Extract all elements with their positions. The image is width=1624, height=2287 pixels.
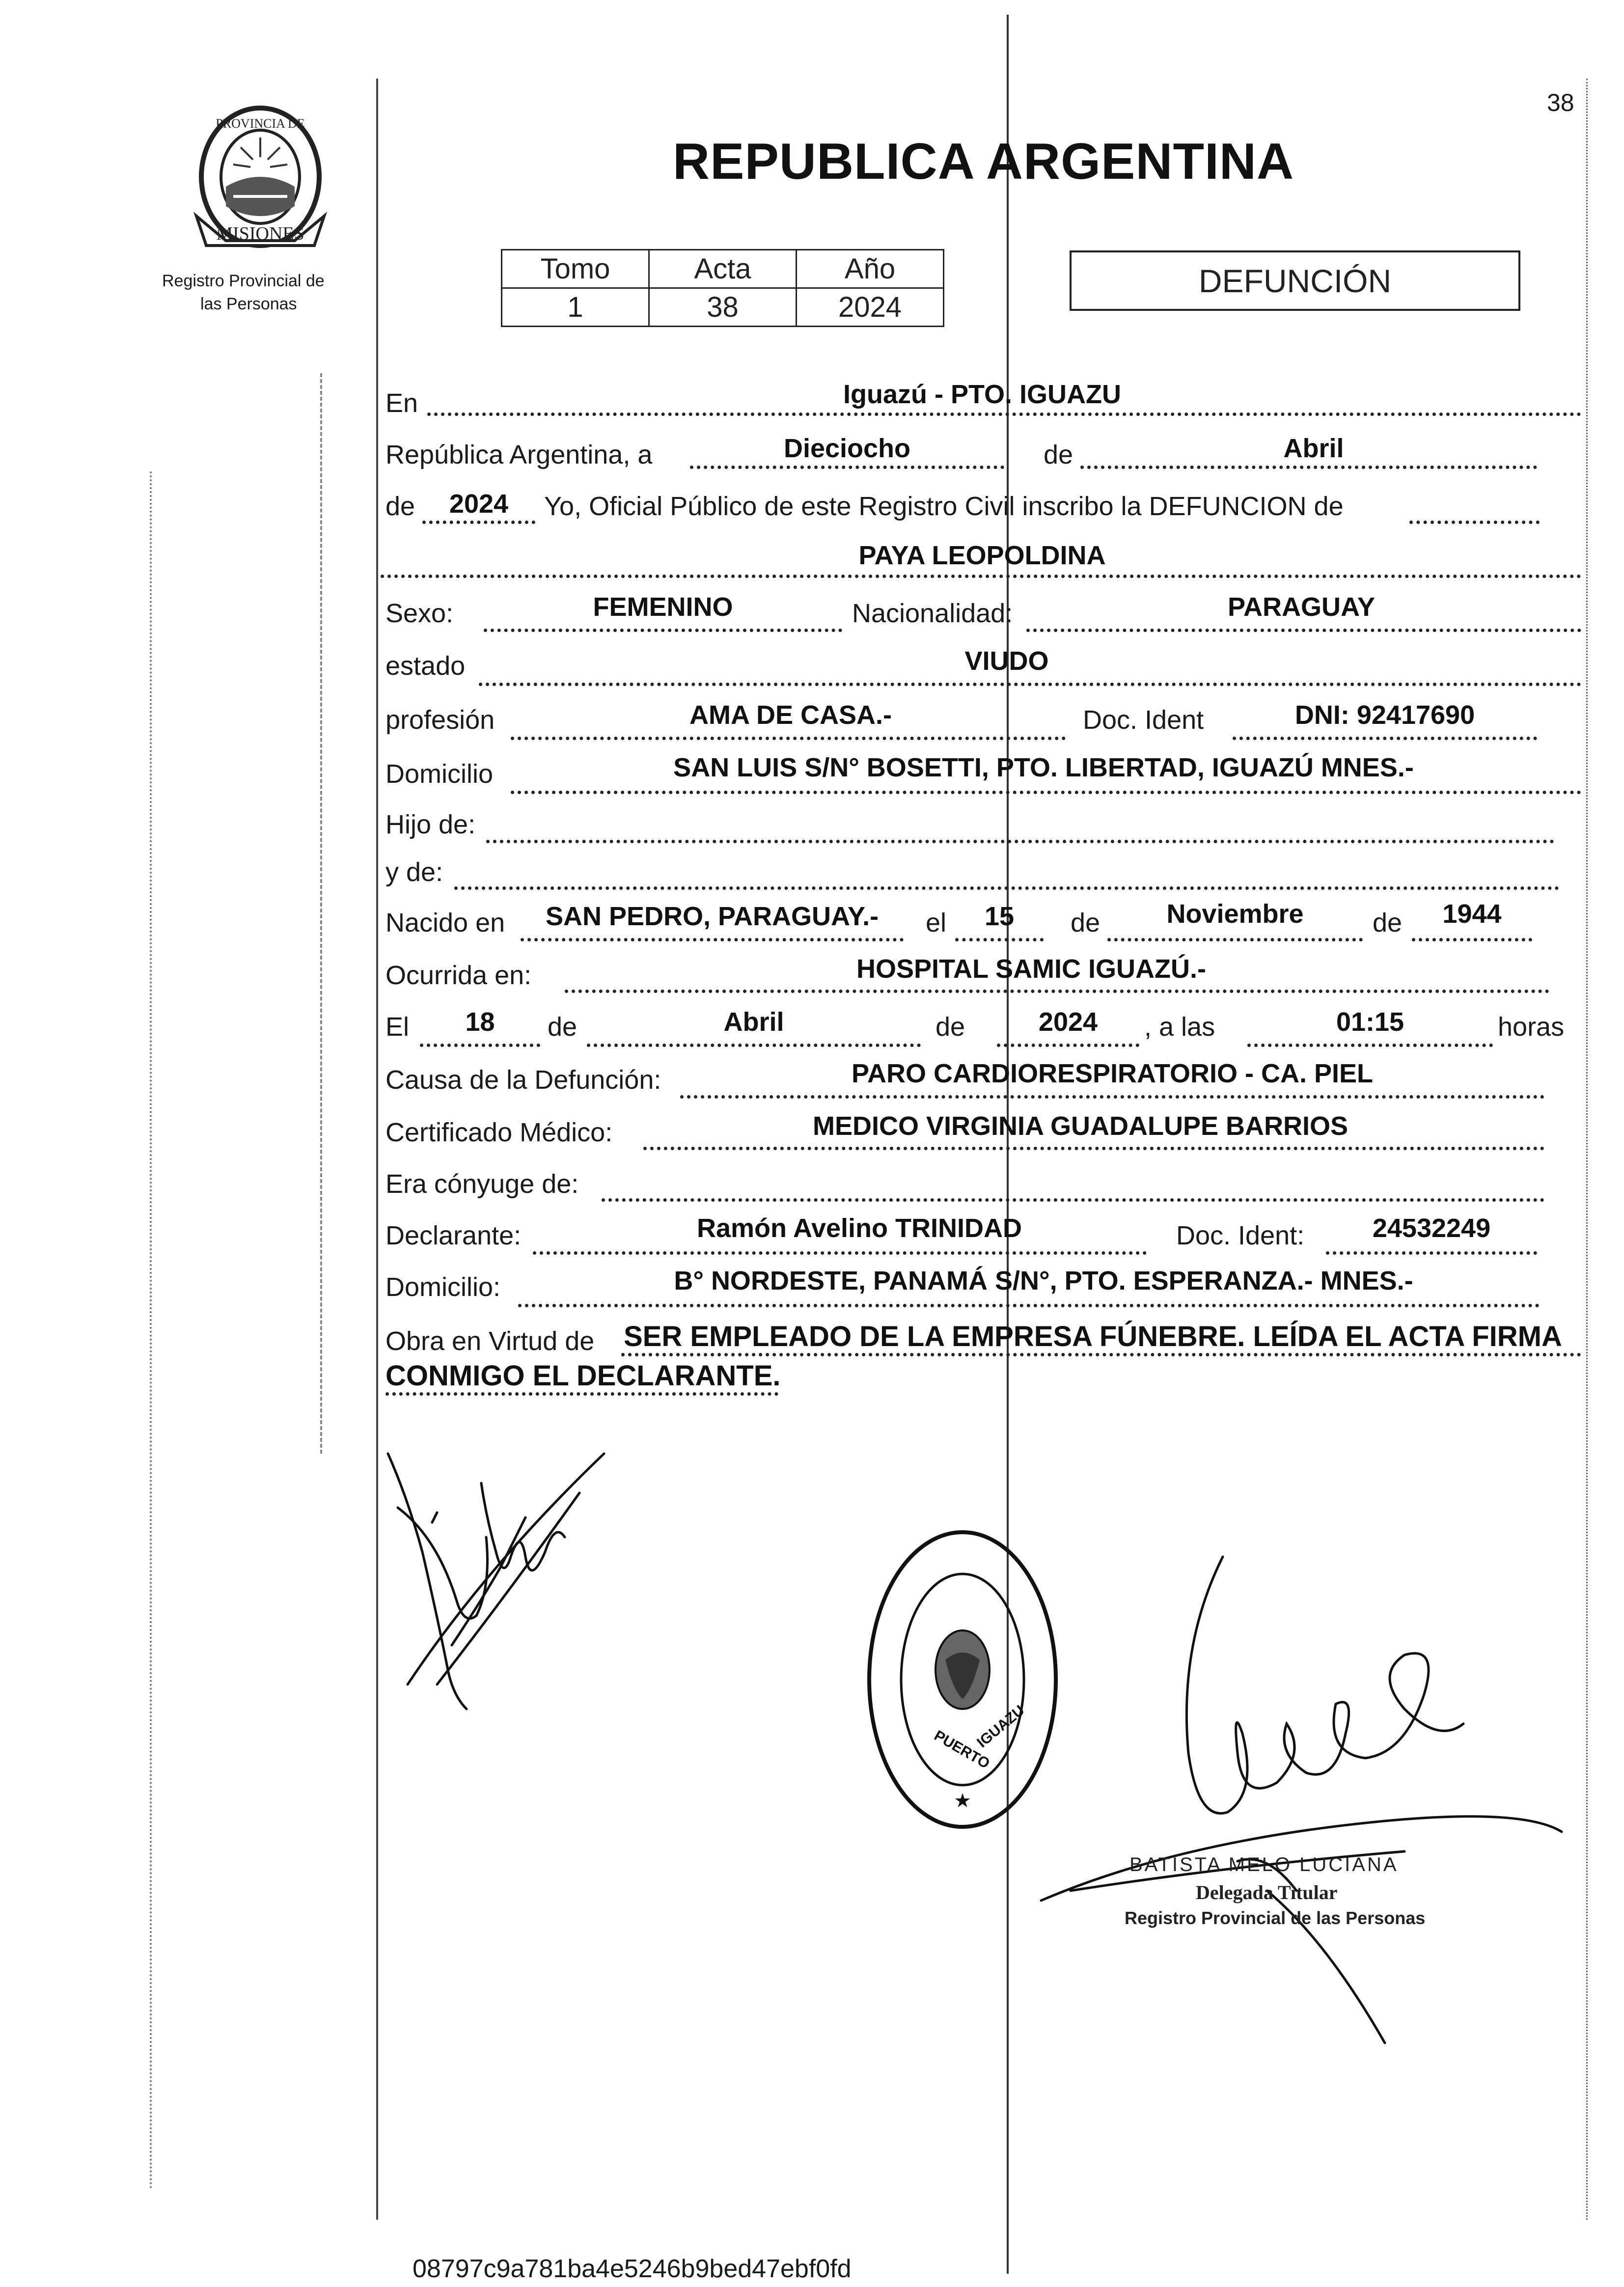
- nac-dia-value: 15: [984, 902, 1015, 931]
- table-header-anio: Año: [797, 250, 944, 288]
- declarant-signature: [378, 1439, 614, 1719]
- doc-ident-label: Doc. Ident: [1083, 705, 1204, 735]
- left-inner-ticks: [320, 373, 322, 1454]
- el-label: el: [926, 908, 947, 937]
- doc-ident2-value: 24532249: [1372, 1213, 1491, 1243]
- table-header-tomo: Tomo: [502, 250, 649, 288]
- estado-value: VIUDO: [964, 646, 1049, 676]
- republica-label: República Argentina, a: [385, 440, 653, 469]
- officer-org: Registro Provincial de las Personas: [1125, 1908, 1426, 1928]
- de-label-4: de: [1373, 908, 1403, 937]
- sexo-label: Sexo:: [385, 599, 454, 628]
- conyuge-label: Era cónyuge de:: [385, 1169, 579, 1199]
- nacido-dotted-line: [521, 938, 904, 941]
- obra-dotted-line-2: [385, 1392, 778, 1396]
- doc-ident-value: DNI: 92417690: [1294, 700, 1475, 730]
- nac-dia-dotted-line: [955, 938, 1044, 941]
- domicilio-label: Domicilio: [385, 759, 494, 789]
- causa-dotted-line: [680, 1095, 1544, 1099]
- svg-text:★: ★: [954, 1790, 971, 1812]
- yde-label: y de:: [385, 857, 443, 887]
- nacionalidad-value: PARAGUAY: [1227, 592, 1376, 622]
- left-margin-line: [376, 79, 378, 2220]
- causa-value: PARO CARDIORESPIRATORIO - CA. PIEL: [851, 1059, 1374, 1088]
- doc-type-box: [1070, 250, 1520, 311]
- def-dia-value: 18: [465, 1007, 495, 1037]
- domicilio2-label: Domicilio:: [385, 1272, 501, 1302]
- en-dotted-line: [427, 413, 1581, 416]
- nac-mes-value: Noviembre: [1166, 899, 1304, 929]
- nac-mes-dotted-line: [1107, 938, 1363, 941]
- svg-text:PROVINCIA DE: PROVINCIA DE: [216, 116, 305, 131]
- sexo-dotted-line: [484, 629, 842, 632]
- right-margin-line: [1586, 79, 1588, 2220]
- de-label-5: de: [548, 1012, 578, 1042]
- declarante-dotted-line: [533, 1251, 1147, 1255]
- nacionalidad-dotted-line: [1026, 629, 1581, 632]
- mes-dotted-line: [1080, 466, 1537, 469]
- dia-dotted-line: [690, 466, 1004, 469]
- anio-dotted-line: [422, 521, 535, 524]
- stamp-text: [859, 1522, 860, 1523]
- ocurrida-dotted-line: [565, 990, 1549, 993]
- officer-role: Delegada Titular: [1196, 1881, 1338, 1903]
- officer-signature: [1031, 1547, 1571, 2063]
- el2-label: El: [385, 1012, 410, 1042]
- de-label-2: de: [385, 492, 415, 521]
- obra-dotted-line-1: [621, 1353, 1581, 1356]
- de-label-3: de: [1071, 908, 1101, 937]
- hora-dotted-line: [1247, 1044, 1493, 1047]
- doc-ident-dotted-line: [1233, 737, 1537, 740]
- registry-table: [501, 249, 944, 327]
- nombre-dotted-line: [381, 575, 1581, 578]
- profesion-value: AMA DE CASA.-: [689, 700, 892, 730]
- def-dia-dotted-line: [420, 1044, 540, 1047]
- page-title: REPUBLICA ARGENTINA: [673, 133, 1294, 190]
- domicilio-dotted-line: [511, 791, 1581, 794]
- table-value-tomo: 1: [502, 288, 649, 327]
- doc-ident2-dotted-line: [1326, 1251, 1537, 1255]
- alas-label: , a las: [1144, 1012, 1215, 1042]
- def-anio-dotted-line: [997, 1044, 1139, 1047]
- nacido-value: SAN PEDRO, PARAGUAY.-: [545, 902, 879, 931]
- ocurrida-label: Ocurrida en:: [385, 961, 532, 990]
- nac-anio-value: 1944: [1442, 899, 1502, 929]
- registry-line-2: las Personas: [200, 295, 297, 313]
- table-value-anio: 2024: [797, 288, 944, 327]
- def-mes-value: Abril: [723, 1007, 784, 1037]
- declarante-value: Ramón Avelino TRINIDAD: [696, 1213, 1022, 1243]
- horas-label: horas: [1498, 1012, 1565, 1042]
- officer-name: BATISTA MELO LUCIANA: [1129, 1854, 1399, 1875]
- hijo-label: Hijo de:: [385, 810, 476, 839]
- doc-ident2-label: Doc. Ident:: [1176, 1221, 1305, 1250]
- document-hash: 08797c9a781ba4e5246b9bed47ebf0fd: [413, 2255, 852, 2283]
- table-value-acta: 38: [649, 288, 797, 327]
- oficial-text: Yo, Oficial Público de este Registro Civil inscribo la DEFUNCION de: [544, 492, 1344, 521]
- domicilio2-dotted-line: [518, 1304, 1540, 1307]
- hijo-dotted-line: [486, 840, 1554, 843]
- profesion-label: profesión: [385, 705, 495, 735]
- conyuge-dotted-line: [602, 1198, 1544, 1202]
- def-mes-dotted-line: [587, 1044, 921, 1047]
- obra-value-1: SER EMPLEADO DE LA EMPRESA FÚNEBRE. LEÍDA EL ACTA FIRMA: [624, 1321, 1562, 1352]
- certificado-dotted-line: [643, 1147, 1544, 1150]
- estado-dotted-line: [479, 683, 1581, 686]
- province-seal-logo: [187, 103, 334, 255]
- profesion-dotted-line: [511, 737, 1066, 740]
- page-number: 38: [1547, 89, 1574, 116]
- registry-line-1: Registro Provincial de: [162, 272, 325, 290]
- dia-value: Dieciocho: [783, 434, 911, 463]
- center-fold-line: [1007, 15, 1009, 2274]
- mes-value: Abril: [1283, 434, 1344, 463]
- nacido-label: Nacido en: [385, 908, 505, 937]
- table-header-acta: Acta: [649, 250, 797, 288]
- oficial-dotted-line: [1409, 521, 1540, 524]
- de-label-6: de: [936, 1012, 965, 1042]
- de-label-1: de: [1044, 440, 1073, 469]
- hora-value: 01:15: [1336, 1007, 1404, 1037]
- causa-label: Causa de la Defunción:: [385, 1065, 661, 1095]
- certificado-value: MEDICO VIRGINIA GUADALUPE BARRIOS: [812, 1111, 1349, 1141]
- domicilio-value: SAN LUIS S/N° BOSETTI, PTO. LIBERTAD, IGUAZÚ MNES.-: [673, 753, 1414, 782]
- estado-label: estado: [385, 651, 466, 681]
- nombre-value: PAYA LEOPOLDINA: [858, 541, 1106, 570]
- ocurrida-value: HOSPITAL SAMIC IGUAZÚ.-: [856, 954, 1206, 984]
- sexo-value: FEMENINO: [593, 592, 733, 622]
- nac-anio-dotted-line: [1412, 938, 1532, 941]
- anio-value: 2024: [449, 489, 509, 519]
- en-value: Iguazú - PTO. IGUAZU: [843, 380, 1121, 409]
- declarante-label: Declarante:: [385, 1221, 522, 1250]
- doc-type-label: DEFUNCIÓN: [1198, 262, 1392, 299]
- left-small-ticks: [150, 471, 152, 2190]
- svg-text:IGUAZU: IGUAZU: [974, 1702, 1028, 1751]
- svg-text:PUERTO: PUERTO: [931, 1727, 992, 1772]
- obra-value-2: CONMIGO EL DECLARANTE.: [385, 1360, 781, 1392]
- nacionalidad-label: Nacionalidad:: [852, 599, 1013, 628]
- domicilio2-value: B° NORDESTE, PANAMÁ S/N°, PTO. ESPERANZA.- MNES.-: [674, 1266, 1413, 1295]
- svg-text:MISIONES: MISIONES: [216, 223, 304, 244]
- certificado-label: Certificado Médico:: [385, 1118, 613, 1147]
- def-anio-value: 2024: [1038, 1007, 1098, 1037]
- yde-dotted-line: [454, 886, 1559, 890]
- en-label: En: [385, 388, 418, 418]
- obra-label: Obra en Virtud de: [385, 1326, 595, 1356]
